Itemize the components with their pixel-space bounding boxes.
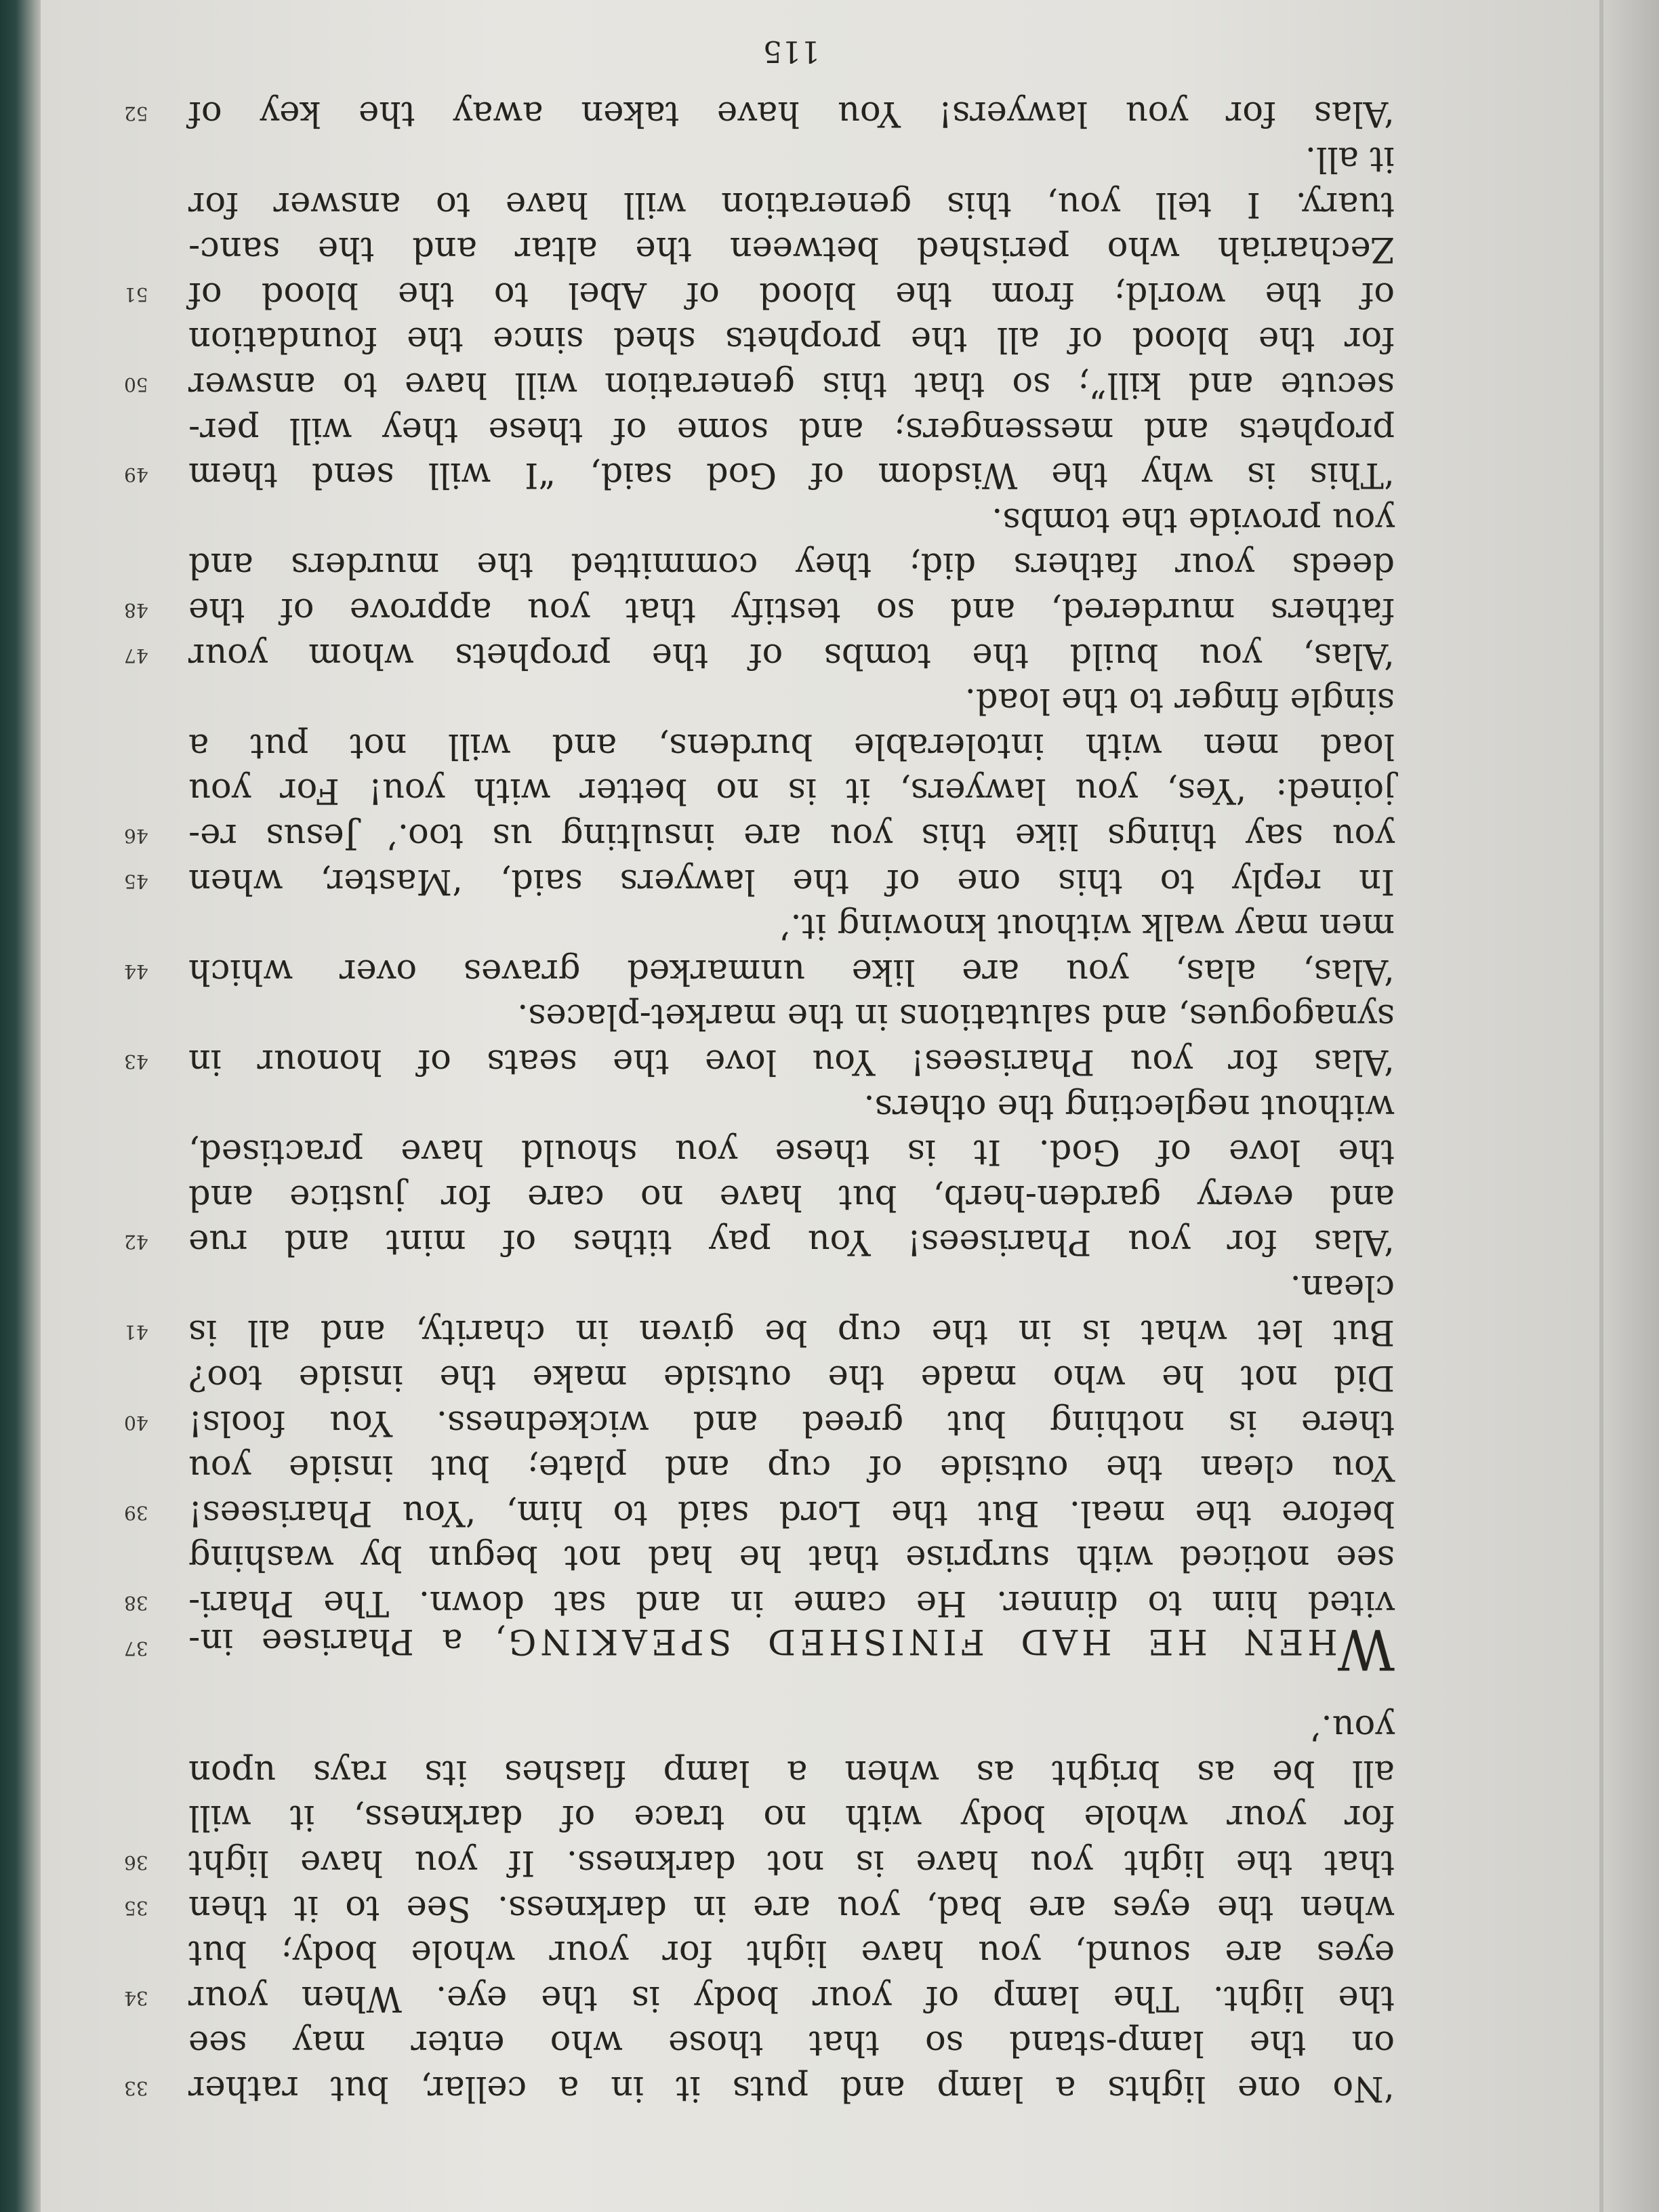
line-text: without neglecting the others.	[863, 1086, 1395, 1127]
line-text: ‘No one lights a lamp and puts it in a cellar, but rather	[188, 2068, 1395, 2108]
line-text: You clean the outside of cup and plate; but inside you	[188, 1448, 1395, 1488]
line-text: ‘This is why the Wisdom of God said, “I will send them	[188, 455, 1395, 495]
verse-number: 37	[124, 1637, 148, 1660]
text-line	[188, 136, 1395, 181]
text-line	[188, 407, 1395, 452]
verse-number: 47	[124, 644, 148, 667]
text-line	[188, 316, 1395, 362]
verse-number: 45	[124, 869, 148, 893]
text-column	[124, 29, 1395, 2110]
verse-number: 43	[124, 1050, 148, 1073]
text-line	[124, 813, 1395, 858]
drop-letter: W	[1337, 1616, 1395, 1681]
text-line	[188, 1704, 1395, 1750]
line-text: fathers murdered, and so testify that you approve of the	[188, 590, 1395, 630]
line-text: for your whole body with no trace of darkness, it will	[188, 1797, 1395, 1838]
verse-number: 38	[124, 1592, 148, 1615]
line-text: before the meal. But the Lord said to him, ‘You Pharisees!	[188, 1492, 1395, 1533]
text-line	[124, 271, 1395, 316]
line-text: you provide the tombs.	[991, 499, 1395, 540]
line-text: the love of God. It is these you should have practised,	[188, 1132, 1395, 1172]
text-line	[188, 181, 1395, 226]
line-text: tuary. I tell you, this generation will have to answer for	[188, 184, 1395, 224]
text-line	[188, 1084, 1395, 1129]
text-line	[188, 497, 1395, 542]
text-line	[188, 1795, 1395, 1840]
opening-small-caps: HEN HE HAD FINISHED SPEAKING,	[491, 1620, 1338, 1661]
verse-number: 40	[124, 1411, 148, 1434]
text-line	[188, 903, 1395, 949]
line-text: ‘Alas, you build the tombs of the prophets whom your	[188, 635, 1395, 676]
section-opening-line	[124, 1616, 1395, 1681]
verse-number: 46	[124, 824, 148, 847]
text-line	[124, 361, 1395, 407]
line-text: all be as bright as when a lamp flashes its rays upon	[188, 1752, 1395, 1793]
text-line	[188, 542, 1395, 588]
line-text: that the light you have is not darkness. If you have light	[188, 1843, 1395, 1883]
text-line	[124, 2065, 1395, 2110]
verse-number: 33	[124, 2077, 148, 2100]
text-line	[124, 1038, 1395, 1084]
text-line	[188, 722, 1395, 768]
text-line	[188, 1445, 1395, 1490]
text-line	[124, 1885, 1395, 1930]
text-line	[188, 1129, 1395, 1174]
passage-lamp	[124, 1704, 1395, 2110]
line-text: see noticed with surprise that he had not begun by washing	[188, 1538, 1395, 1578]
line-text: clean.	[1290, 1267, 1395, 1307]
line-text: Did not he who made the outside make the inside too?	[188, 1357, 1395, 1398]
line-text: ‘Alas for you Pharisees! You love the seats of honour in	[188, 1041, 1395, 1082]
line-text: of the world; from the blood of Abel to the blood of	[188, 274, 1395, 314]
text-line	[124, 1975, 1395, 2020]
line-text: joined: ‘Yes, you lawyers, it is no better with you! For you	[188, 771, 1395, 811]
line-text: vited him to dinner. He came in and sat down. The Phari-	[188, 1583, 1395, 1624]
verse-number: 52	[124, 102, 148, 125]
line-text: you say things like this you are insulting us too.’ Jesus re-	[188, 815, 1395, 856]
text-line	[124, 1580, 1395, 1625]
text-line	[124, 587, 1395, 632]
verse-number: 36	[124, 1851, 148, 1875]
text-line	[124, 1490, 1395, 1535]
line-text: But let what is in the cup be given in charity, and all is	[188, 1312, 1395, 1353]
text-line	[124, 858, 1395, 903]
line-text: single finger to the load.	[964, 680, 1395, 721]
line-text: the light. The lamp of your body is the eye. When your	[188, 1978, 1395, 2018]
text-line	[124, 91, 1395, 136]
text-line	[188, 2020, 1395, 2066]
page-number: 115	[763, 33, 820, 68]
section-gap	[188, 1671, 1395, 1704]
verse-number: 42	[124, 1231, 148, 1254]
text-line	[124, 1219, 1395, 1265]
verse-number: 51	[124, 283, 148, 306]
line-text: Zechariah who perished between the altar and the sanc-	[188, 229, 1395, 270]
text-line	[188, 1174, 1395, 1219]
verse-number: 39	[124, 1501, 148, 1524]
folio-line	[188, 29, 1395, 75]
line-text: and every garden-herb, but have no care for justice and	[188, 1176, 1395, 1217]
verse-number: 50	[124, 373, 148, 396]
line-text: ‘Alas, alas, you are like unmarked graves over which	[188, 951, 1395, 991]
text-line	[124, 632, 1395, 678]
text-line	[124, 1839, 1395, 1885]
line-text: ‘Alas for you lawyers! You have taken away the key of	[188, 94, 1395, 134]
text-line	[124, 452, 1395, 497]
passage-pharisees	[124, 91, 1395, 1625]
line-text: In reply to this one of the lawyers said, ‘Master, when	[188, 861, 1395, 901]
text-line	[188, 768, 1395, 813]
verse-number: 44	[124, 960, 148, 983]
verse-number: 48	[124, 599, 148, 621]
line-text: prophets and messengers; and some of these they will per-	[188, 409, 1395, 450]
text-line	[188, 1749, 1395, 1795]
folio-gap	[188, 75, 1395, 91]
verse-number: 49	[124, 464, 148, 487]
opening-rest: a Pharisee in-	[188, 1620, 491, 1661]
line-text: there is nothing but greed and wickedness. You fools!	[188, 1402, 1395, 1443]
verse-number: 35	[124, 1896, 148, 1919]
text-line	[188, 1264, 1395, 1309]
line-text: you.’	[1310, 1707, 1395, 1748]
line-text: on the lamp-stand so that those who enter may see	[188, 2023, 1395, 2064]
line-text: for the blood of all the prophets shed since the foundation	[188, 319, 1395, 360]
line-text: eyes are sound, you have light for your whole body; but	[188, 1933, 1395, 1973]
opening-text	[188, 1616, 1395, 1681]
text-line	[188, 226, 1395, 272]
text-line	[124, 1309, 1395, 1355]
line-text: ‘Alas for you Pharisees! You pay tithes of mint and rue	[188, 1222, 1395, 1263]
text-line	[188, 1355, 1395, 1400]
text-line	[188, 1930, 1395, 1975]
verse-number: 34	[124, 1986, 148, 2009]
line-text: synagogues, and salutations in the market-places.	[517, 996, 1395, 1037]
line-text: when the eyes are bad, you are in darkness. See to it then	[188, 1887, 1395, 1928]
text-line	[124, 948, 1395, 994]
line-text: men may walk without knowing it.’	[779, 906, 1395, 947]
line-text: secute and kill”; so that this generation will have to answer	[188, 365, 1395, 405]
line-text: it all.	[1305, 139, 1395, 180]
text-line	[124, 1399, 1395, 1445]
line-text: load men with intolerable burdens, and will not put a	[188, 725, 1395, 766]
verse-number: 41	[124, 1321, 148, 1344]
line-text: deeds your fathers did; they committed the murders and	[188, 545, 1395, 586]
text-line	[188, 1535, 1395, 1580]
text-line	[188, 994, 1395, 1039]
text-line	[188, 678, 1395, 723]
